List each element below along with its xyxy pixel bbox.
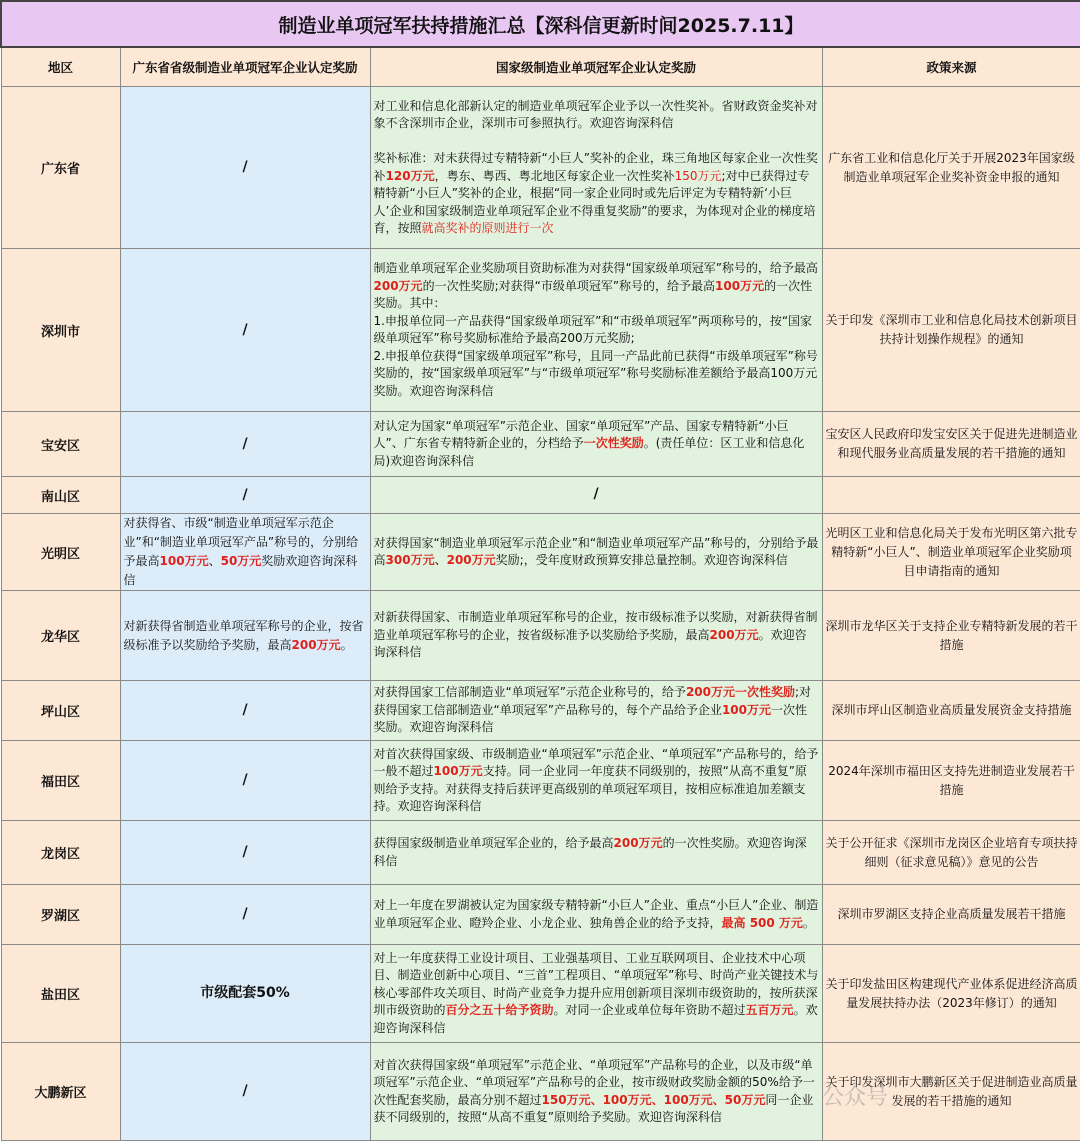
source-cell: 关于印发《深圳市工业和信息化局技术创新项目扶持计划操作规程》的通知 bbox=[822, 249, 1080, 412]
national-text: 对上一年度在罗湖被认定为国家级专精特新“小巨人”企业、重点“小巨人”企业、制造业单项冠军企业、瞪羚企业、小龙企业、独角兽企业的给予支持， bbox=[373, 898, 819, 930]
national-cell bbox=[370, 87, 822, 249]
source-cell: 广东省工业和信息化厅关于开展2023年国家级制造业单项冠军企业奖补资金申报的通知 bbox=[822, 87, 1080, 249]
national-highlight: 120万元 bbox=[385, 168, 435, 183]
national-cell bbox=[370, 945, 822, 1043]
national-text: 。 bbox=[802, 915, 815, 930]
national-text: 对获得国家工信部制造业“单项冠军”示范企业称号的，给予 bbox=[373, 685, 686, 700]
header-national: 国家级制造业单项冠军企业认定奖励 bbox=[370, 47, 822, 87]
source-cell: 关于印发盐田区构建现代产业体系促进经济高质量发展扶持办法（2023年修订）的通知 bbox=[822, 945, 1080, 1043]
source-cell: 深圳市罗湖区支持企业高质量发展若干措施 bbox=[822, 885, 1080, 945]
watermark: 公众号 bbox=[822, 1085, 889, 1110]
provincial-cell: / bbox=[120, 885, 370, 945]
national-cell: / bbox=[370, 477, 822, 514]
header-source: 政策来源 bbox=[822, 47, 1080, 87]
provincial-highlight: 50万元 bbox=[220, 554, 262, 568]
national-highlight: 150万元、100万元、100万元、50万元 bbox=[541, 1092, 766, 1107]
national-cell bbox=[370, 412, 822, 477]
national-cell bbox=[370, 885, 822, 945]
national-text: 对新获得国家、市制造业单项冠军称号的企业，按市级标准予以奖励，对新获得省制造业单项冠军称号的企业，按省级标准予以奖励给予奖励，最高 bbox=[373, 610, 818, 642]
source-cell bbox=[822, 477, 1080, 514]
table-row bbox=[1, 477, 1080, 514]
national-highlight: 150万元 bbox=[674, 168, 722, 183]
source-cell: 关于公开征求《深圳市龙岗区企业培育专项扶持细则（征求意见稿）》意见的公告 bbox=[822, 821, 1080, 885]
national-text: 1.申报单位同一产品获得“国家级单项冠军”和“市级单项冠军”两项称号的，按“国家级单项冠军”称号奖励标准给予最高200万元奖励; bbox=[373, 313, 813, 345]
header-provincial: 广东省省级制造业单项冠军企业认定奖励 bbox=[120, 47, 370, 87]
table-row bbox=[1, 885, 1080, 945]
national-cell bbox=[370, 741, 822, 821]
region-cell: 宝安区 bbox=[1, 412, 120, 477]
provincial-cell: / bbox=[120, 249, 370, 412]
national-text: 的一次性奖励;对获得“市级单项冠军”称号的，给予最高 bbox=[422, 278, 716, 293]
table-row bbox=[1, 412, 1080, 477]
source-cell: 关于印发深圳市大鹏新区关于促进制造业高质量发展的若干措施的通知 bbox=[822, 1043, 1080, 1141]
region-cell: 罗湖区 bbox=[1, 885, 120, 945]
provincial-text: 。 bbox=[340, 637, 353, 652]
national-highlight: 200万元 bbox=[613, 836, 663, 850]
national-text: 支持。同一企业同一年度获不同级别的，按照“从高不重复”原则给予支持。对获得支持后获评更高级别的单项冠军项目，按相应标准追加差额支持。欢迎咨询深科信 bbox=[373, 764, 808, 813]
national-text: 对上一年度获得工业设计项目、工业强基项目、工业互联网项目、企业技术中心项目、制造业创新中心项目、“三首”工程项目、“单项冠军”称号、时尚产业关键技术与核心零部件攻关项目、时尚产业竞争力提升应用创新项目深圳市级资助的，按所获深圳市级资助的 bbox=[373, 950, 819, 1018]
region-cell: 盐田区 bbox=[1, 945, 120, 1043]
national-highlight: 200万元一次性奖励 bbox=[685, 685, 795, 700]
provincial-cell: 市级配套50% bbox=[120, 945, 370, 1043]
national-text: 的一次性奖励。欢迎咨询深科信 bbox=[373, 836, 807, 868]
national-cell bbox=[370, 249, 822, 412]
national-text: 的一次性奖励。其中： bbox=[373, 278, 813, 310]
provincial-highlight: 100万元 bbox=[159, 554, 209, 568]
national-highlight: 200万元 bbox=[709, 627, 759, 642]
table-row bbox=[1, 945, 1080, 1043]
table-row bbox=[1, 514, 1080, 591]
national-text: ，粤东、粤西、粤北地区每家企业一次性奖补 bbox=[434, 168, 675, 183]
region-cell: 深圳市 bbox=[1, 249, 120, 412]
national-highlight: 100万元 bbox=[721, 702, 771, 717]
national-text: 奖励;，受年度财政预算安排总量控制。欢迎咨询深科信 bbox=[495, 553, 788, 567]
header-region: 地区 bbox=[1, 47, 120, 87]
provincial-cell bbox=[120, 591, 370, 681]
national-cell bbox=[370, 821, 822, 885]
national-highlight: 100万元 bbox=[715, 278, 765, 293]
source-cell: 深圳市龙华区关于支持企业专精特新发展的若干措施 bbox=[822, 591, 1080, 681]
national-highlight: 300万元 bbox=[385, 553, 435, 567]
provincial-cell: / bbox=[120, 1043, 370, 1141]
national-highlight: 五百万元 bbox=[745, 1003, 794, 1018]
national-text: 对获得国家“制造业单项冠军示范企业”和“制造业单项冠军产品”称号的，分别给予最高 bbox=[373, 535, 819, 567]
national-highlight: 200万元 bbox=[373, 278, 423, 293]
national-highlight: 就高奖补的原则进行一次 bbox=[421, 221, 554, 235]
source-cell: 深圳市坪山区制造业高质量发展资金支持措施 bbox=[822, 681, 1080, 741]
provincial-cell: / bbox=[120, 477, 370, 514]
provincial-cell: / bbox=[120, 821, 370, 885]
table-row bbox=[1, 821, 1080, 885]
table-row bbox=[1, 741, 1080, 821]
region-cell: 光明区 bbox=[1, 514, 120, 591]
provincial-cell: / bbox=[120, 741, 370, 821]
national-text: 对工业和信息化部新认定的制造业单项冠军企业予以一次性奖补。省财政资金奖补对象不含深圳市企业，深圳市可参照执行。欢迎咨询深科信 bbox=[373, 98, 818, 130]
region-cell: 大鹏新区 bbox=[1, 1043, 120, 1141]
national-highlight: 最高 500 万元 bbox=[721, 915, 803, 930]
national-cell bbox=[370, 514, 822, 591]
region-cell: 广东省 bbox=[1, 87, 120, 249]
national-text: 同一企业获不同级别的，按照“从高不重复”原则给予奖励。欢迎咨询深科信 bbox=[373, 1092, 814, 1124]
source-cell: 宝安区人民政府印发宝安区关于促进先进制造业和现代服务业高质量发展的若干措施的通知 bbox=[822, 412, 1080, 477]
table-row bbox=[1, 681, 1080, 741]
national-text: 、 bbox=[434, 553, 447, 567]
national-text: 制造业单项冠军企业奖励项目资助标准为对获得“国家级单项冠军”称号的，给予最高 bbox=[373, 261, 818, 275]
national-text: 2.申报单位获得“国家级单项冠军”称号，且同一产品此前已获得“市级单项冠军”称号奖励的，按“国家级单项冠军”与“市级单项冠军”称号奖励标准差额给予最高100万元奖励。欢迎咨询深科信 bbox=[373, 348, 818, 398]
provincial-cell: / bbox=[120, 681, 370, 741]
national-cell bbox=[370, 591, 822, 681]
provincial-cell bbox=[120, 514, 370, 591]
national-text: 获得国家级制造业单项冠军企业的，给予最高 bbox=[373, 836, 614, 850]
national-text: 对首次获得国家级、市级制造业“单项冠军”示范企业、“单项冠军”产品称号的，给予一般不超过 bbox=[373, 746, 819, 778]
region-cell: 福田区 bbox=[1, 741, 120, 821]
national-cell bbox=[370, 1043, 822, 1141]
national-highlight: 100万元 bbox=[433, 764, 483, 778]
region-cell: 龙岗区 bbox=[1, 821, 120, 885]
national-text: 。(责任单位：区工业和信息化局)欢迎咨询深科信 bbox=[373, 436, 805, 468]
provincial-text: 奖励欢迎咨询深科信 bbox=[123, 554, 358, 587]
national-cell bbox=[370, 681, 822, 741]
source-cell: 2024年深圳市福田区支持先进制造业发展若干措施 bbox=[822, 741, 1080, 821]
region-cell: 龙华区 bbox=[1, 591, 120, 681]
national-text: 对认定为国家“单项冠军”示范企业、国家“单项冠军”产品、国家专精特新“小巨人”、广东省专精特新企业的，分档给予 bbox=[373, 418, 789, 451]
national-text: 。欢迎咨询深科信 bbox=[373, 1003, 818, 1035]
national-text: 对首次获得国家级“单项冠军”示范企业、“单项冠军”产品称号的企业，以及市级“单项冠军”示范企业、“单项冠军”产品称号的企业，按市级财政奖励金额的50%给予一次性配套奖励，最高分别不超过 bbox=[373, 1057, 815, 1107]
provincial-text: 对获得省、市级“制造业单项冠军示范企业”和“制造业单项冠军产品”称号的，分别给予最高 bbox=[123, 516, 359, 568]
national-text: 。欢迎咨询深科信 bbox=[373, 627, 807, 660]
national-highlight: 200万元 bbox=[446, 553, 496, 567]
provincial-text: 对新获得省制造业单项冠军称号的企业，按省级标准予以奖励给予奖励，最高 bbox=[123, 618, 364, 652]
provincial-highlight: 200万元 bbox=[291, 637, 341, 652]
table-row bbox=[1, 591, 1080, 681]
table-row bbox=[1, 87, 1080, 249]
region-cell: 坪山区 bbox=[1, 681, 120, 741]
region-cell: 南山区 bbox=[1, 477, 120, 514]
national-highlight: 百分之五十给予资助 bbox=[445, 1003, 554, 1018]
provincial-cell: / bbox=[120, 87, 370, 249]
provincial-cell: / bbox=[120, 412, 370, 477]
national-text: 一次性奖励。欢迎咨询深科信 bbox=[373, 702, 808, 735]
national-text: 。对同一企业或单位每年资助不超过 bbox=[553, 1003, 746, 1018]
source-cell: 光明区工业和信息化局关于发布光明区第六批专精特新“小巨人”、制造业单项冠军企业奖励项目申请指南的通知 bbox=[822, 514, 1080, 591]
table-row bbox=[1, 249, 1080, 412]
provincial-text: 、 bbox=[208, 554, 221, 568]
national-text: ;对获得国家工信部制造业“单项冠军”产品称号的，每个产品给予企业 bbox=[373, 685, 812, 717]
table-row bbox=[1, 1043, 1080, 1141]
national-text: 奖补标准：对未获得过专精特新“小巨人”奖补的企业，珠三角地区每家企业一次性奖补 bbox=[373, 151, 818, 183]
national-highlight: 一次性奖励 bbox=[583, 436, 644, 451]
national-text: ;对中已获得过专精特新“小巨人”奖补的企业，根据“同一家企业同时或先后评定为专精特新‘小巨人’企业和国家级制造业单项冠军企业不得重复奖励”的要求，为体现对企业的梯度培育，按照 bbox=[373, 168, 816, 235]
page-title: 制造业单项冠军扶持措施汇总【深科信更新时间2025.7.11】 bbox=[1, 1, 1080, 47]
